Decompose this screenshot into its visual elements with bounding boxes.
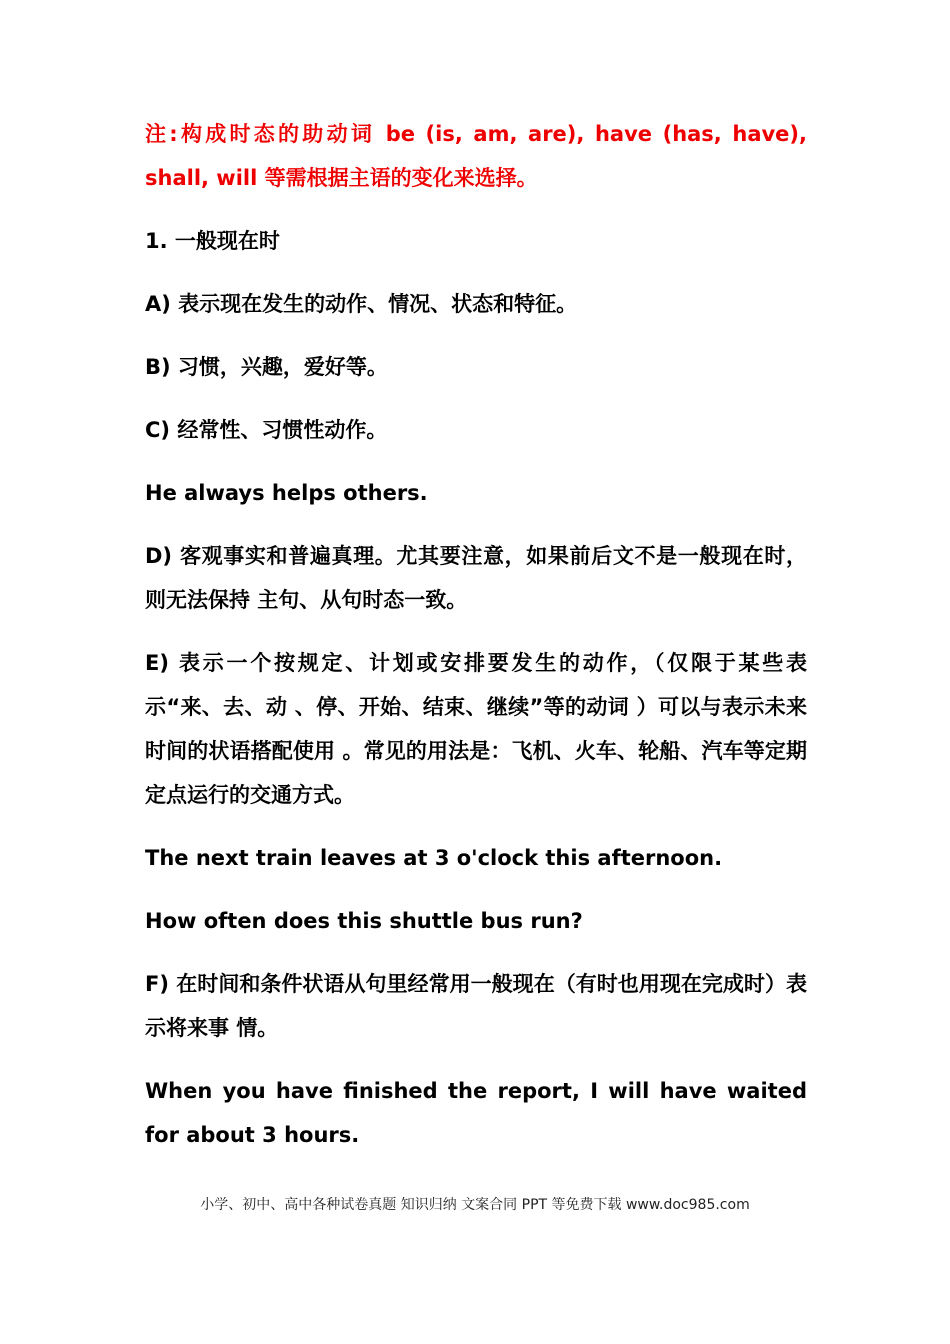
point-f-paragraph: F) 在时间和条件状语从句里经常用一般现在（有时也用现在完成时）表示将来事 情。 bbox=[145, 972, 807, 1040]
example-sentence: He always helps others. bbox=[145, 481, 428, 505]
point-c-paragraph: C) 经常性、习惯性动作。 bbox=[145, 418, 388, 442]
example-sentence: How often does this shuttle bus run? bbox=[145, 909, 583, 933]
point-a-paragraph: A) 表示现在发生的动作、情况、状态和特征。 bbox=[145, 292, 578, 316]
page-footer: 小学、初中、高中各种试卷真题 知识归纳 文案合同 PPT 等免费下载 www.doc985.com bbox=[200, 1197, 750, 1213]
point-b-paragraph: B) 习惯，兴趣，爱好等。 bbox=[145, 355, 388, 379]
point-e-paragraph: E) 表示一个按规定、计划或安排要发生的动作，（仅限于某些表示“来、去、动 、停、开始、结束、继续”等的动词 ）可以与表示未来时间的状语搭配使用 。常见的用法是：飞机、火车、轮船、汽车等定期定点运行的交通方式。 bbox=[145, 651, 807, 807]
note-paragraph: 注:构成时态的助动词 be (is, am, are), have (has, have), shall, will 等需根据主语的变化来选择。 bbox=[145, 122, 807, 190]
document-body bbox=[145, 112, 807, 1157]
example-sentence: When you have finished the report, I will have waited for about 3 hours. bbox=[145, 1079, 807, 1147]
example-sentence: The next train leaves at 3 o'clock this afternoon. bbox=[145, 846, 723, 870]
section-heading: 1. 一般现在时 bbox=[145, 229, 280, 253]
point-d-paragraph: D) 客观事实和普遍真理。尤其要注意，如果前后文不是一般现在时，则无法保持 主句、从句时态一致。 bbox=[145, 544, 807, 612]
